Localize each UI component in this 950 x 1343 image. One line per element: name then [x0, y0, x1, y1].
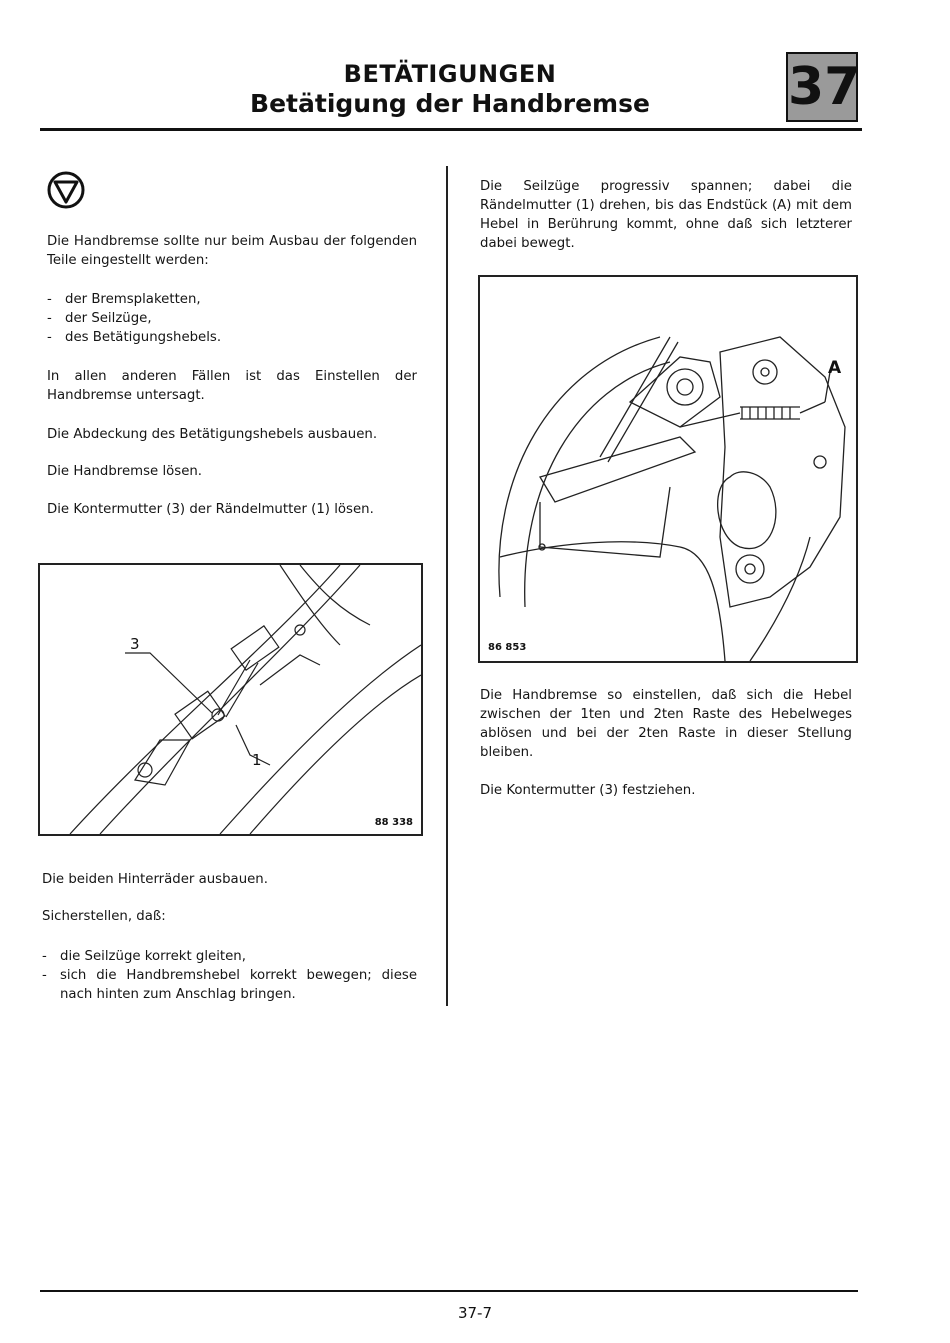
list-item: - der Seilzüge,: [47, 309, 417, 328]
parts-list: [47, 290, 417, 347]
right-paragraph-2: Die Handbremse so einstellen, daß sich die Hebel zwischen der 1ten und 2ten Raste des Hebelweges ablösen und bei der 2ten Raste in dieser Stellung bleiben.: [480, 688, 852, 760]
list-item: - die Seilzüge korrekt gleiten,: [42, 947, 417, 966]
page-number: 37-7: [457, 1304, 493, 1322]
figure-number: 86 853: [488, 642, 527, 653]
check-list: [42, 947, 417, 1004]
handbrake-lever-illustration: [40, 565, 421, 834]
callout-3: 3: [130, 635, 140, 653]
list-item: - des Betätigungshebels.: [47, 328, 417, 347]
figure-86853: [478, 275, 858, 663]
figure-number: 88 338: [374, 817, 413, 828]
left-paragraph-4: Die Handbremse lösen.: [47, 464, 203, 479]
left-paragraph-6: Die beiden Hinterräder ausbauen.: [42, 872, 268, 887]
left-paragraph-7: Sicherstellen, daß:: [42, 909, 166, 924]
right-paragraph-1: Die Seilzüge progressiv spannen; dabei die Rändelmutter (1) drehen, bis das Endstück (A) mit dem Hebel in Berührung kommt, ohne daß sich letzterer dabei bewegt.: [480, 179, 852, 251]
footer-rule: [40, 1290, 858, 1292]
list-item: - der Bremsplaketten,: [47, 290, 417, 309]
figure-88338: [38, 563, 423, 836]
section-title: BETÄTIGUNGEN: [343, 60, 557, 88]
left-paragraph-3: Die Abdeckung des Betätigungshebels ausbauen.: [47, 427, 378, 442]
left-paragraph-1: Die Handbremse sollte nur beim Ausbau der folgenden Teile eingestellt werden:: [47, 234, 417, 268]
brake-caliper-illustration: [480, 277, 856, 661]
page-title: Betätigung der Handbremse: [250, 89, 650, 118]
callout-1: 1: [252, 751, 262, 769]
right-paragraph-3: Die Kontermutter (3) festziehen.: [480, 783, 696, 798]
callout-a: A: [828, 358, 842, 378]
left-paragraph-2: In allen anderen Fällen ist das Einstellen der Handbremse untersagt.: [47, 369, 417, 403]
left-paragraph-5: Die Kontermutter (3) der Rändelmutter (1) lösen.: [47, 502, 374, 517]
header-rule: [40, 128, 862, 131]
column-divider: [446, 166, 448, 1006]
list-item: - sich die Handbremshebel korrekt bewegen; diese nach hinten zum Anschlag bringen.: [42, 966, 417, 1004]
warning-icon: [46, 170, 86, 214]
chapter-badge: 37: [786, 52, 858, 122]
